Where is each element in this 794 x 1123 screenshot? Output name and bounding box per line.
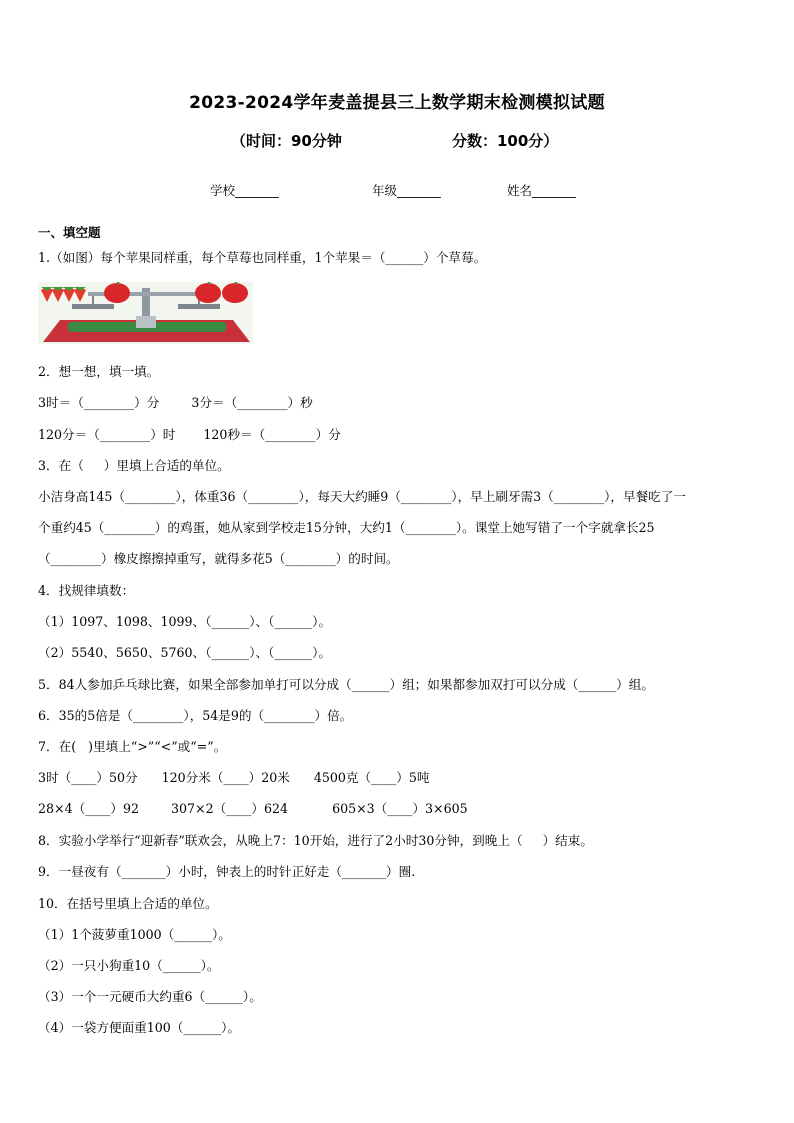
time-limit: （时间：90分钟 bbox=[231, 132, 342, 150]
question-4: 4．找规律填数： bbox=[38, 583, 135, 598]
page-title: 2023-2024学年麦盖提县三上数学期末检测模拟试题 bbox=[189, 93, 605, 113]
name-field: 姓名_______ bbox=[507, 183, 576, 198]
question-7-line-1: 3时（____）50分 120分米（____）20米 4500克（____）5吨 bbox=[38, 770, 430, 785]
question-10-line-2: （2）一只小狗重10（______）。 bbox=[38, 958, 220, 973]
question-10-line-1: （1）1个菠萝重1000（______）。 bbox=[38, 927, 231, 942]
question-7-line-2: 28×4（____）92 307×2（____）624 605×3（____）3×605 bbox=[38, 801, 468, 816]
question-3-line-2: 个重约45（________）的鸡蛋，她从家到学校走15分钟，大约1（________）。课堂上她写错了一个字就拿长25 bbox=[38, 520, 655, 535]
balance-scale-figure bbox=[38, 282, 253, 344]
question-1: 1.（如图）每个苹果同样重，每个草莓也同样重，1个苹果＝（______）个草莓。 bbox=[38, 250, 487, 265]
grade-field: 年级_______ bbox=[372, 183, 441, 198]
question-3: 3．在（ ）里填上合适的单位。 bbox=[38, 458, 230, 473]
question-2-line-1: 3时＝（________）分 3分＝（________）秒 bbox=[38, 395, 313, 410]
question-4-line-1: （1）1097、1098、1099、（______）、（______）。 bbox=[38, 614, 332, 629]
question-6: 6．35的5倍是（________），54是9的（________）倍。 bbox=[38, 708, 353, 723]
question-4-line-2: （2）5540、5650、5760、（______）、（______）。 bbox=[38, 645, 332, 660]
question-10: 10．在括号里填上合适的单位。 bbox=[38, 896, 218, 911]
school-field: 学校_______ bbox=[210, 183, 279, 198]
question-8: 8．实验小学举行“迎新春”联欢会，从晚上7：10开始，进行了2小时30分钟，到晚上（ ）结束。 bbox=[38, 833, 593, 848]
question-2: 2．想一想，填一填。 bbox=[38, 364, 160, 379]
question-7: 7．在( )里填上“>”“<”或“=”。 bbox=[38, 739, 227, 754]
question-5: 5．84人参加乒乓球比赛，如果全部参加单打可以分成（______）组；如果都参加双打可以分成（______）组。 bbox=[38, 677, 654, 692]
question-3-line-3: （________）橡皮擦擦掉重写，就得多花5（________）的时间。 bbox=[38, 551, 399, 566]
total-score: 分数：100分） bbox=[452, 132, 559, 150]
question-10-line-3: （3）一个一元硬币大约重6（______）。 bbox=[38, 989, 262, 1004]
question-2-line-2: 120分＝（________）时 120秒＝（________）分 bbox=[38, 427, 341, 442]
question-9: 9．一昼夜有（_______）小时，钟表上的时针正好走（_______）圈. bbox=[38, 864, 416, 879]
question-3-line-1: 小洁身高145（________），体重36（________），每天大约睡9（________），早上刷牙需3（________），早餐吃了一 bbox=[38, 489, 686, 504]
question-10-line-4: （4）一袋方便面重100（______）。 bbox=[38, 1020, 241, 1035]
section-heading: 一、填空题 bbox=[38, 225, 101, 240]
